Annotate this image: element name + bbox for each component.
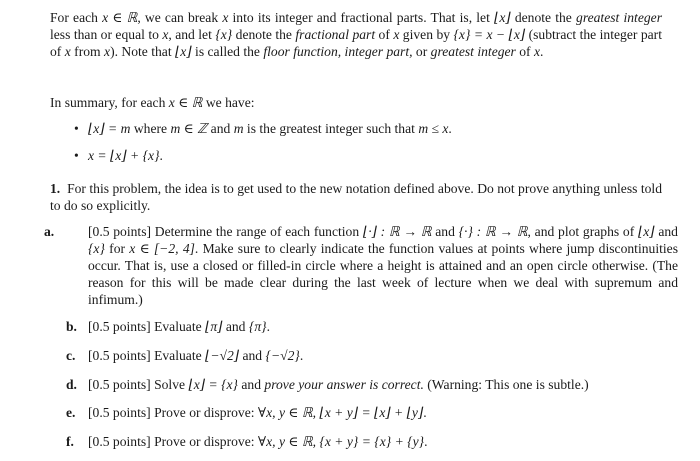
text: , we can break — [137, 10, 223, 25]
text: given by — [399, 27, 454, 42]
text: . — [299, 348, 304, 363]
text: denote the — [232, 27, 296, 42]
emphasis: greatest integer — [576, 10, 662, 25]
math: ⌊·⌋ : ℝ → ℝ — [362, 224, 432, 239]
summary-lead — [50, 94, 662, 111]
math: ⌊x⌋ — [175, 44, 192, 59]
math: ⌊x⌋ — [637, 224, 655, 239]
text: we have: — [202, 95, 255, 110]
part-label: e. — [66, 405, 76, 420]
math: x = ⌊x⌋ + {x} — [88, 148, 160, 163]
text: , and plot graphs of — [527, 224, 638, 239]
problem-text: For this problem, the idea is to get used to the new notation defined above. Do not prove anything unless told to do so explicitly. — [50, 181, 663, 213]
part-d — [66, 376, 656, 393]
math: m ∈ ℤ — [170, 121, 208, 136]
text: for — [104, 241, 130, 256]
math: {x} — [88, 241, 105, 256]
part-a — [44, 223, 678, 308]
text: [0.5 points] Evaluate — [88, 348, 206, 363]
part-b — [66, 318, 656, 335]
emphasis: prove your answer is correct. — [264, 377, 424, 392]
part-label: c. — [66, 348, 76, 363]
math: x ∈ [−2, 4] — [129, 241, 195, 256]
math: ⌊x⌋ = {x} — [188, 377, 238, 392]
text: from — [70, 44, 105, 59]
summary-bullet-1 — [74, 120, 654, 137]
text: . — [424, 434, 428, 449]
text: . — [423, 405, 427, 420]
text: [0.5 points] Prove or disprove: — [88, 405, 258, 420]
text: For each — [50, 10, 103, 25]
math: {π} — [248, 319, 267, 334]
math: x — [64, 44, 71, 59]
emphasis: fractional part — [295, 27, 376, 42]
text: (subtract the integer part of — [50, 27, 662, 59]
text: denote the — [510, 10, 577, 25]
intro-paragraph — [50, 9, 662, 60]
text: (Warning: This one is subtle.) — [423, 377, 589, 392]
math: ∀x, y ∈ ℝ, ⌊x + y⌋ = ⌊x⌋ + ⌊y⌋ — [257, 405, 424, 420]
math: {·} : ℝ → ℝ — [458, 224, 528, 239]
math: m — [233, 121, 244, 136]
text: of — [515, 44, 534, 59]
text: . — [159, 148, 163, 163]
text: [0.5 points] Evaluate — [88, 319, 206, 334]
math: x ∈ ℝ — [168, 95, 203, 110]
text: [0.5 points] Prove or disprove: — [88, 434, 258, 449]
text: into its integer and fractional parts. That is, let — [228, 10, 495, 25]
math: x — [162, 27, 169, 42]
text: and — [431, 224, 459, 239]
problem-number: 1. — [50, 181, 61, 196]
text: . — [266, 319, 270, 334]
math: x — [104, 44, 111, 59]
part-label: f. — [66, 434, 74, 449]
problem-1 — [50, 180, 662, 214]
math: ⌊π⌋ — [205, 319, 223, 334]
math: ∀x, y ∈ ℝ, {x + y} = {x} + {y} — [257, 434, 425, 449]
emphasis: floor function, integer part, — [263, 44, 413, 59]
text: less than or equal to — [50, 27, 163, 42]
math: ⌊x⌋ — [494, 10, 511, 25]
text: In summary, for each — [50, 95, 169, 110]
text: or — [412, 44, 431, 59]
part-f — [66, 433, 656, 450]
text: , and let — [168, 27, 216, 42]
emphasis: greatest integer — [430, 44, 516, 59]
text: . Make sure to clearly indicate the function values at points where jump discontinuities occur. That is, use a closed or filled-in circle where a height is attained and an open circle otherwise. (The reason for this will be made clear during the last week of lecture when we deal with supremum and infimum.) — [88, 241, 678, 307]
text: ). Note that — [110, 44, 175, 59]
math: x ∈ ℝ — [102, 10, 138, 25]
math: x — [393, 27, 400, 42]
text: is the greatest integer such that — [243, 121, 419, 136]
text: and — [222, 319, 249, 334]
text: and — [237, 377, 265, 392]
part-label: d. — [66, 377, 77, 392]
bullet-icon: • — [74, 121, 79, 136]
part-label: a. — [44, 224, 55, 239]
math: m ≤ x — [418, 121, 449, 136]
text: and — [239, 348, 266, 363]
math: ⌊x⌋ = m — [88, 121, 131, 136]
text: and — [654, 224, 678, 239]
text: . — [448, 121, 452, 136]
text: of — [375, 27, 394, 42]
math: {−√2} — [265, 348, 300, 363]
summary-bullet-2 — [74, 147, 654, 164]
math: {x} — [215, 27, 233, 42]
part-e — [66, 404, 656, 421]
math: ⌊−√2⌋ — [205, 348, 240, 363]
math: x — [222, 10, 229, 25]
part-label: b. — [66, 319, 77, 334]
bullet-icon: • — [74, 148, 79, 163]
text: and — [207, 121, 234, 136]
text: where — [130, 121, 171, 136]
text: [0.5 points] Solve — [88, 377, 189, 392]
text: [0.5 points] Determine the range of each function — [88, 224, 363, 239]
part-c — [66, 347, 656, 364]
text: . — [540, 44, 544, 59]
math: x — [533, 44, 541, 59]
math: {x} = x − ⌊x⌋ — [453, 27, 526, 42]
text: is called the — [191, 44, 264, 59]
